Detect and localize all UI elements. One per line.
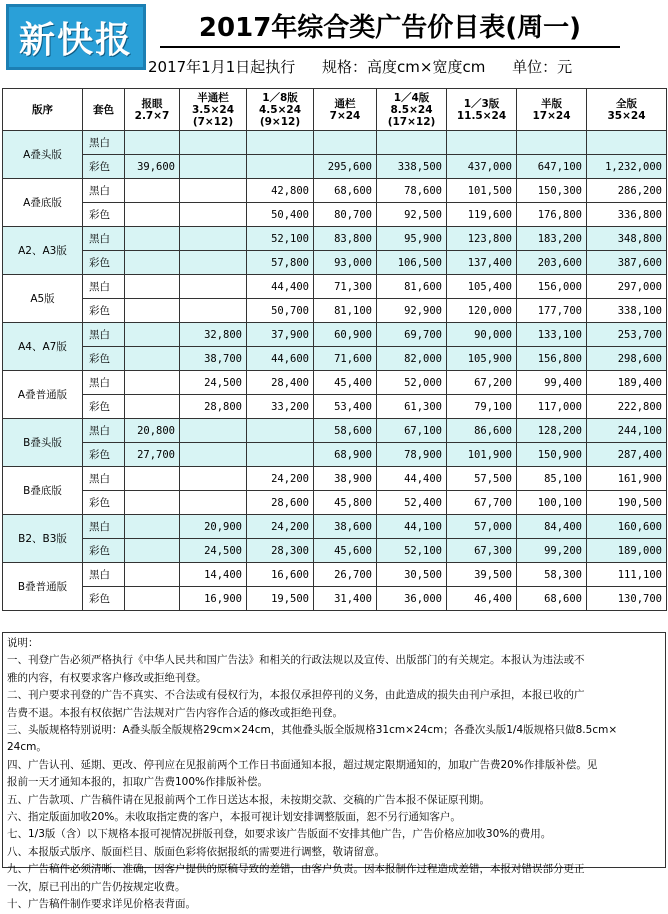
- note-line: 七、1/3版（含）以下规格本报可视情况拼版刊登，如要求该广告版面不安排其他广告，广告价格应加收30%的费用。: [7, 828, 552, 841]
- column-header: [247, 89, 314, 131]
- column-header-line: (17×12): [387, 115, 436, 128]
- price-cell: 222,800: [587, 395, 667, 419]
- price-cell: [180, 275, 247, 299]
- edition-name: B叠底版: [3, 467, 83, 515]
- price-cell: 84,400: [517, 515, 587, 539]
- price-cell: 20,900: [180, 515, 247, 539]
- column-header-line: 3.5×24: [191, 103, 234, 116]
- price-cell: 69,700: [377, 323, 447, 347]
- price-cell: [125, 563, 180, 587]
- table-row: [3, 131, 667, 155]
- price-cell: [180, 155, 247, 179]
- edition-name: A叠头版: [3, 131, 83, 179]
- spec-note: 规格：高度cm×宽度cm: [322, 58, 486, 76]
- price-cell: 44,400: [247, 275, 314, 299]
- price-cell: 39,600: [125, 155, 180, 179]
- price-cell: 68,600: [314, 179, 377, 203]
- price-cell: 244,100: [587, 419, 667, 443]
- price-cell: 81,600: [377, 275, 447, 299]
- header: [0, 0, 668, 88]
- price-cell: 24,200: [247, 467, 314, 491]
- price-cell: [125, 203, 180, 227]
- price-cell: 52,400: [377, 491, 447, 515]
- price-cell: 39,500: [447, 563, 517, 587]
- price-cell: 38,700: [180, 347, 247, 371]
- table-row: [3, 203, 667, 227]
- color-type: 黑白: [83, 323, 125, 347]
- price-cell: 67,200: [447, 371, 517, 395]
- price-cell: [125, 227, 180, 251]
- table-row: [3, 251, 667, 275]
- price-cell: 105,900: [447, 347, 517, 371]
- table-row: [3, 539, 667, 563]
- price-cell: 338,500: [377, 155, 447, 179]
- price-cell: 79,100: [447, 395, 517, 419]
- price-cell: 95,900: [377, 227, 447, 251]
- price-cell: [587, 131, 667, 155]
- price-cell: [125, 131, 180, 155]
- price-cell: 44,400: [377, 467, 447, 491]
- price-cell: 101,500: [447, 179, 517, 203]
- table-header-row: [3, 89, 667, 131]
- color-type: 彩色: [83, 203, 125, 227]
- note-line: 报前一天才通知本报的，扣取广告费100%作排版补偿。: [7, 776, 269, 789]
- price-cell: 57,500: [447, 467, 517, 491]
- price-cell: 50,700: [247, 299, 314, 323]
- price-cell: 24,200: [247, 515, 314, 539]
- price-cell: 111,100: [587, 563, 667, 587]
- price-cell: 68,600: [517, 587, 587, 611]
- price-cell: 101,900: [447, 443, 517, 467]
- table-row: [3, 419, 667, 443]
- price-cell: 90,000: [447, 323, 517, 347]
- price-cell: 130,700: [587, 587, 667, 611]
- color-type: 彩色: [83, 155, 125, 179]
- price-cell: 16,900: [180, 587, 247, 611]
- note-line: 九、广告稿件必须清晰、准确，因客户提供的原稿导致的差错，由客户负责。因本报制作过程造成差错，本报对错误部分更正: [7, 863, 585, 876]
- table-row: [3, 587, 667, 611]
- price-cell: 45,400: [314, 371, 377, 395]
- color-type: 彩色: [83, 491, 125, 515]
- table-row: [3, 227, 667, 251]
- column-header: [83, 89, 125, 131]
- price-cell: 348,800: [587, 227, 667, 251]
- price-cell: 80,700: [314, 203, 377, 227]
- page-title: 2017年综合类广告价目表(周一): [160, 8, 620, 48]
- price-cell: 81,100: [314, 299, 377, 323]
- column-header-line: 4.5×24: [258, 103, 301, 116]
- price-cell: 297,000: [587, 275, 667, 299]
- column-header-line: 报眼: [141, 97, 163, 110]
- price-cell: [180, 251, 247, 275]
- column-header-line: 2.7×7: [134, 109, 170, 122]
- price-cell: 82,000: [377, 347, 447, 371]
- price-cell: 46,400: [447, 587, 517, 611]
- price-cell: [125, 323, 180, 347]
- price-cell: 26,700: [314, 563, 377, 587]
- table-row: [3, 155, 667, 179]
- price-cell: 117,000: [517, 395, 587, 419]
- price-cell: 71,600: [314, 347, 377, 371]
- price-cell: 93,000: [314, 251, 377, 275]
- table-row: [3, 299, 667, 323]
- edition-name: A2、A3版: [3, 227, 83, 275]
- color-type: 黑白: [83, 179, 125, 203]
- price-cell: 287,400: [587, 443, 667, 467]
- price-cell: [125, 371, 180, 395]
- table-row: [3, 347, 667, 371]
- note-line: 一、刊登广告必须严格执行《中华人民共和国广告法》和相关的行政法规以及宣传、出版部门的有关规定。本报认为违法或不: [7, 654, 585, 667]
- column-header-line: 1／8版: [262, 91, 298, 104]
- color-type: 彩色: [83, 539, 125, 563]
- price-cell: 32,800: [180, 323, 247, 347]
- price-cell: 156,800: [517, 347, 587, 371]
- price-cell: 387,600: [587, 251, 667, 275]
- edition-name: A叠底版: [3, 179, 83, 227]
- price-cell: 67,700: [447, 491, 517, 515]
- column-header-line: 版序: [32, 103, 53, 116]
- price-cell: [247, 419, 314, 443]
- color-type: 彩色: [83, 395, 125, 419]
- subtitle: [148, 54, 658, 80]
- price-cell: 99,200: [517, 539, 587, 563]
- price-cell: 42,800: [247, 179, 314, 203]
- price-cell: 71,300: [314, 275, 377, 299]
- note-line: 四、广告认刊、延期、更改、停刊应在见报前两个工作日书面通知本报，超过规定限期通知的，加取广告费20%作排版补偿。见: [7, 758, 598, 771]
- price-cell: 44,100: [377, 515, 447, 539]
- price-cell: [247, 131, 314, 155]
- price-cell: 60,900: [314, 323, 377, 347]
- color-type: 彩色: [83, 251, 125, 275]
- column-header-line: 17×24: [532, 109, 571, 122]
- price-cell: 105,400: [447, 275, 517, 299]
- column-header: [3, 89, 83, 131]
- price-cell: 176,800: [517, 203, 587, 227]
- price-cell: 150,900: [517, 443, 587, 467]
- color-type: 黑白: [83, 515, 125, 539]
- price-cell: 338,100: [587, 299, 667, 323]
- price-cell: 52,100: [377, 539, 447, 563]
- price-cell: 67,100: [377, 419, 447, 443]
- price-cell: 52,000: [377, 371, 447, 395]
- price-cell: 92,900: [377, 299, 447, 323]
- price-cell: 58,300: [517, 563, 587, 587]
- price-cell: 52,100: [247, 227, 314, 251]
- price-cell: [377, 131, 447, 155]
- column-header-line: 半版: [541, 97, 562, 110]
- price-cell: 57,800: [247, 251, 314, 275]
- color-type: 黑白: [83, 227, 125, 251]
- price-cell: 177,700: [517, 299, 587, 323]
- price-cell: [314, 131, 377, 155]
- column-header-line: 通栏: [334, 97, 356, 110]
- price-cell: 85,100: [517, 467, 587, 491]
- price-cell: [180, 179, 247, 203]
- column-header-line: 1／4版: [393, 91, 430, 104]
- price-cell: 137,400: [447, 251, 517, 275]
- color-type: 黑白: [83, 563, 125, 587]
- price-cell: 336,800: [587, 203, 667, 227]
- price-cell: [180, 227, 247, 251]
- color-type: 黑白: [83, 371, 125, 395]
- price-cell: [125, 275, 180, 299]
- price-cell: 123,800: [447, 227, 517, 251]
- price-cell: 14,400: [180, 563, 247, 587]
- edition-name: B叠头版: [3, 419, 83, 467]
- note-line: 24cm。: [7, 741, 47, 754]
- note-line: 六、指定版面加收20%。未收取指定费的客户，本报可视计划安排调整版面，恕不另行通知客户。: [7, 811, 461, 824]
- price-cell: 38,900: [314, 467, 377, 491]
- table-row: [3, 443, 667, 467]
- note-line: 二、刊户要求刊登的广告不真实、不合法或有侵权行为，本报仅承担停刊的义务，由此造成的损失由刊户承担，本报已收的广: [7, 689, 585, 702]
- notes-section: [2, 632, 666, 911]
- price-cell: [125, 179, 180, 203]
- price-cell: [180, 203, 247, 227]
- note-line: 三、头版规格特别说明：A叠头版全版规格29cm×24cm，其他叠头版全版规格31cm×24cm；各叠次头版1/4版规格只做8.5cm×: [7, 724, 618, 737]
- price-cell: 128,200: [517, 419, 587, 443]
- color-type: 彩色: [83, 299, 125, 323]
- price-cell: 33,200: [247, 395, 314, 419]
- price-cell: 68,900: [314, 443, 377, 467]
- price-cell: 78,600: [377, 179, 447, 203]
- color-type: 黑白: [83, 467, 125, 491]
- price-cell: 61,300: [377, 395, 447, 419]
- price-cell: 286,200: [587, 179, 667, 203]
- newspaper-logo: 新快报: [6, 4, 146, 70]
- price-cell: [125, 467, 180, 491]
- column-header-line: 35×24: [607, 109, 646, 122]
- column-header: [517, 89, 587, 131]
- price-cell: [125, 539, 180, 563]
- price-cell: [180, 467, 247, 491]
- price-cell: 36,000: [377, 587, 447, 611]
- table-row: [3, 395, 667, 419]
- color-type: 彩色: [83, 347, 125, 371]
- price-cell: [180, 419, 247, 443]
- price-cell: 16,600: [247, 563, 314, 587]
- price-cell: 150,300: [517, 179, 587, 203]
- price-cell: 106,500: [377, 251, 447, 275]
- color-type: 黑白: [83, 419, 125, 443]
- note-line: 十、广告稿件制作要求详见价格表背面。: [7, 898, 196, 911]
- color-type: 彩色: [83, 587, 125, 611]
- note-line: 一次，原已刊出的广告仍按规定收费。: [7, 880, 186, 893]
- table-body: [3, 131, 667, 611]
- column-header-line: 套色: [93, 103, 114, 116]
- column-header-line: 半通栏: [197, 91, 229, 104]
- edition-name: A叠普通版: [3, 371, 83, 419]
- price-cell: 83,800: [314, 227, 377, 251]
- price-cell: [247, 155, 314, 179]
- table-row: [3, 491, 667, 515]
- price-cell: 160,600: [587, 515, 667, 539]
- note-line: 五、广告款项、广告稿件请在见报前两个工作日送达本报，未按期交款、交稿的广告本报不保证原刊期。: [7, 793, 490, 806]
- column-header: [587, 89, 667, 131]
- color-type: 黑白: [83, 275, 125, 299]
- column-header: [314, 89, 377, 131]
- column-header-line: 全版: [616, 97, 637, 110]
- edition-name: A4、A7版: [3, 323, 83, 371]
- price-cell: 20,800: [125, 419, 180, 443]
- price-cell: 24,500: [180, 539, 247, 563]
- price-cell: 44,600: [247, 347, 314, 371]
- price-cell: 27,700: [125, 443, 180, 467]
- price-cell: [125, 395, 180, 419]
- edition-name: A5版: [3, 275, 83, 323]
- column-header-line: 7×24: [329, 109, 361, 122]
- price-cell: 190,500: [587, 491, 667, 515]
- price-cell: 298,600: [587, 347, 667, 371]
- price-cell: 189,000: [587, 539, 667, 563]
- column-header-line: (9×12): [259, 115, 301, 128]
- column-header-line: 1／3版: [463, 97, 500, 110]
- price-cell: 161,900: [587, 467, 667, 491]
- price-cell: 38,600: [314, 515, 377, 539]
- price-cell: 203,600: [517, 251, 587, 275]
- price-cell: 119,600: [447, 203, 517, 227]
- column-header: [447, 89, 517, 131]
- price-cell: [517, 131, 587, 155]
- price-cell: 28,300: [247, 539, 314, 563]
- price-cell: [447, 131, 517, 155]
- price-cell: [125, 491, 180, 515]
- price-cell: [125, 299, 180, 323]
- price-cell: [180, 443, 247, 467]
- column-header: [377, 89, 447, 131]
- price-cell: 647,100: [517, 155, 587, 179]
- price-cell: 437,000: [447, 155, 517, 179]
- price-cell: [180, 131, 247, 155]
- price-cell: 1,232,000: [587, 155, 667, 179]
- note-line: 说明：: [7, 637, 39, 649]
- price-cell: 67,300: [447, 539, 517, 563]
- price-cell: 37,900: [247, 323, 314, 347]
- price-cell: 31,400: [314, 587, 377, 611]
- note-line: 雅的内容，有权要求客户修改或拒绝刊登。: [7, 671, 207, 684]
- price-cell: 99,400: [517, 371, 587, 395]
- note-line: 告费不退。本报有权依据广告法规对广告内容作合适的修改或拒绝刊登。: [7, 706, 343, 719]
- column-header-line: 11.5×24: [456, 109, 507, 122]
- price-cell: [180, 299, 247, 323]
- effective-date: 2017年1月1日起执行: [148, 58, 296, 76]
- price-cell: 78,900: [377, 443, 447, 467]
- unit-note: 单位：元: [512, 58, 573, 76]
- price-cell: 50,400: [247, 203, 314, 227]
- price-cell: 156,000: [517, 275, 587, 299]
- price-cell: 189,400: [587, 371, 667, 395]
- table-row: [3, 323, 667, 347]
- column-header-line: 8.5×24: [390, 103, 433, 116]
- table-row: [3, 275, 667, 299]
- table-row: [3, 563, 667, 587]
- edition-name: B叠普通版: [3, 563, 83, 611]
- color-type: 黑白: [83, 131, 125, 155]
- price-cell: 45,800: [314, 491, 377, 515]
- price-cell: 120,000: [447, 299, 517, 323]
- color-type: 彩色: [83, 443, 125, 467]
- price-cell: 58,600: [314, 419, 377, 443]
- note-line: 八、本报版式版序、版面栏目、版面色彩将依据报纸的需要进行调整，敬请留意。: [7, 845, 385, 858]
- table-row: [3, 371, 667, 395]
- price-cell: 133,100: [517, 323, 587, 347]
- price-cell: [125, 347, 180, 371]
- price-cell: 24,500: [180, 371, 247, 395]
- price-cell: 45,600: [314, 539, 377, 563]
- edition-name: B2、B3版: [3, 515, 83, 563]
- price-cell: 28,600: [247, 491, 314, 515]
- price-cell: 253,700: [587, 323, 667, 347]
- price-cell: 28,800: [180, 395, 247, 419]
- price-cell: 183,200: [517, 227, 587, 251]
- price-cell: 30,500: [377, 563, 447, 587]
- price-cell: [180, 491, 247, 515]
- price-cell: 57,000: [447, 515, 517, 539]
- table-row: [3, 179, 667, 203]
- price-cell: 53,400: [314, 395, 377, 419]
- column-header-line: (7×12): [192, 115, 234, 128]
- table-row: [3, 467, 667, 491]
- price-cell: [247, 443, 314, 467]
- price-cell: [125, 251, 180, 275]
- price-cell: 86,600: [447, 419, 517, 443]
- price-cell: [125, 587, 180, 611]
- price-cell: 28,400: [247, 371, 314, 395]
- price-cell: 19,500: [247, 587, 314, 611]
- price-table: [2, 88, 667, 611]
- price-cell: [125, 515, 180, 539]
- table-row: [3, 515, 667, 539]
- column-header: [125, 89, 180, 131]
- price-cell: 100,100: [517, 491, 587, 515]
- column-header: [180, 89, 247, 131]
- price-cell: 92,500: [377, 203, 447, 227]
- price-cell: 295,600: [314, 155, 377, 179]
